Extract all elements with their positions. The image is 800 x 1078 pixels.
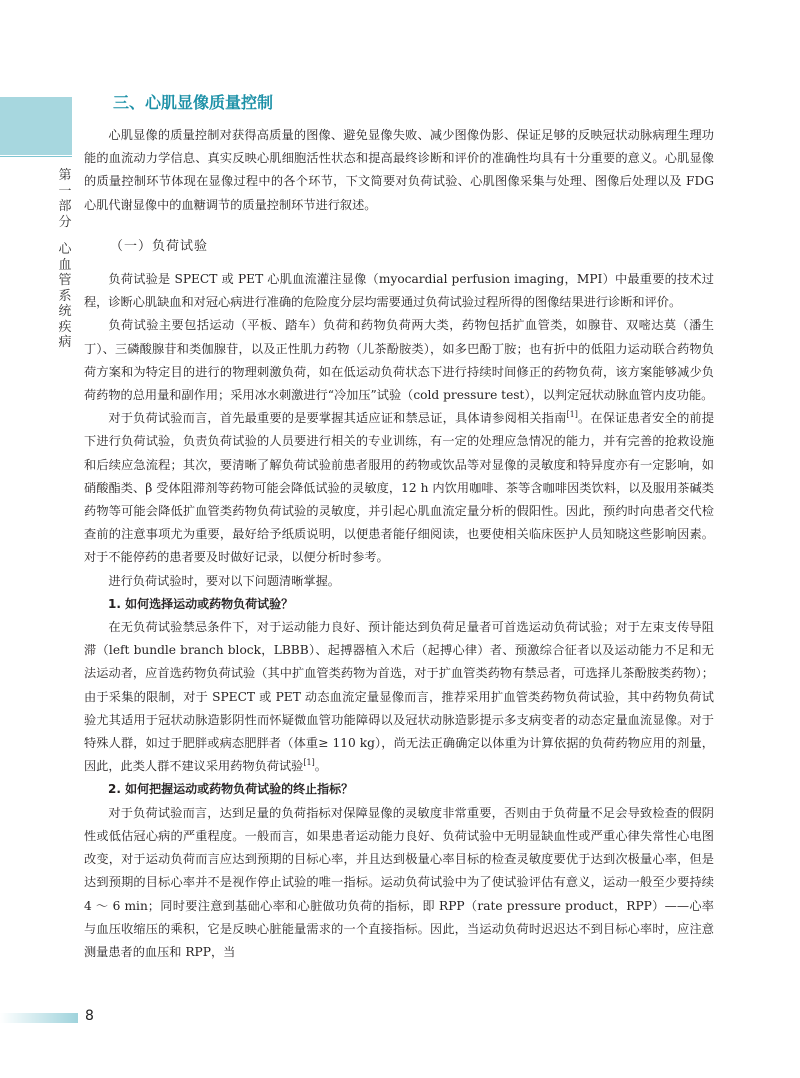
topic-char: 管 bbox=[58, 273, 72, 288]
topic-char: 系 bbox=[58, 288, 72, 304]
paragraph: 心肌显像的质量控制对获得高质量的图像、避免显像失败、减少图像伪影、保证足够的反映冠状动脉病理生理功能的血流动力学信息、真实反映心肌细胞活性状态和提高最终诊断和评价的准确性均具有十分重要的意义。心肌显像的质量控制环节体现在显像过程中的各个环节，下文简要对负荷试验、心肌图像采集与处理、图像后处理以及 FDG 心肌代谢显像中的血糖调节的质量控制环节进行叙述。 bbox=[84, 128, 714, 212]
sidebar-part-label bbox=[56, 168, 74, 351]
topic-char: 血 bbox=[58, 257, 72, 273]
paragraph-text: 。 bbox=[314, 759, 327, 774]
part-char: 第 bbox=[58, 168, 72, 183]
paragraph: 对于负荷试验而言，达到足量的负荷指标对保障显像的灵敏度非常重要，否则由于负荷量不足会导致检查的假阴性或低估冠心病的严重程度。一般而言，如果患者运动能力良好、负荷试验中无明显缺血性或严重心律失常性心电图改变，对于运动负荷而言应达到预期的目标心率，并且达到极量心率目标的检查灵敏度要优于达到次极量心率，但是达到预期的目标心率并不是视作停止试验的唯一指标。运动负荷试验中为了使试验评估有意义，运动一般至少要持续 4 ～ 6 min；同时要注意到基础心率和心脏做功负荷的指标，即 RPP（rate pressure product，RPP）——心率与血压收缩压的乘积，它是反映心脏能量需求的一个直接指标。因此，当运动负荷时迟迟达不到目标心率时，应注意测量患者的血压和 RPP，当 bbox=[84, 805, 714, 959]
sidebar-color-band bbox=[0, 97, 72, 155]
topic-char: 病 bbox=[58, 335, 72, 350]
body-text bbox=[84, 124, 714, 964]
paragraph-text: 对于负荷试验而言，首先最重要的是要掌握其适应证和禁忌证，具体请参阅相关指南 bbox=[108, 411, 567, 426]
paragraph: 负荷试验主要包括运动（平板、踏车）负荷和药物负荷两大类，药物包括扩血管类，如腺苷、双嘧达莫（潘生丁）、三磷酸腺苷和类伽腺苷，以及正性肌力药物（儿茶酚胺类），如多巴酚丁胺；也有折中的低阻力运动联合药物负荷方案和为特定目的进行的物理刺激负荷，如在低运动负荷状态下进行持续时间修正的药物负荷，该方案能够减少负荷药物的总用量和副作用；采用冰水刺激进行“冷加压”试验（cold pressure test），以判定冠状动脉血管内皮功能。 bbox=[84, 318, 714, 403]
question-heading: 2. 如何把握运动或药物负荷试验的终止指标？ bbox=[108, 782, 354, 797]
part-char: 分 bbox=[58, 214, 72, 230]
paragraph bbox=[84, 616, 714, 778]
paragraph-text: 在无负荷试验禁忌条件下，对于运动能力良好、预计能达到负荷足量者可首选运动负荷试验；对于左束支传导阻滞（left bundle branch block，LBBB）、起搏器植入术后（起搏心律）者、预激综合征者以及运动能力不足和无法运动者，应首选药物负荷试验（其中扩血管类药物为首选，对于扩血管类药物有禁忌者，可选择儿茶酚胺类药物）；由于采集的限制，对于 SPECT 或 PET 动态血流定量显像而言，推荐采用扩血管类药物负荷试验，其中药物负荷试验尤其适用于冠状动脉造影阴性而怀疑微血管功能障碍以及冠状动脉造影提示多支病变者的动态定量血流显像。对于特殊人群，如过于肥胖或病态肥胖者（体重≥ 110 kg），尚无法正确确定以体重为计算依据的负荷药物应用的剂量，因此，此类人群不建议采用药物负荷试验 bbox=[84, 620, 714, 774]
paragraph: 进行负荷试验时，要对以下问题清晰掌握。 bbox=[108, 573, 340, 588]
subsection-heading: （一）负荷试验 bbox=[110, 238, 209, 254]
section-title: 三、心肌显像质量控制 bbox=[113, 93, 274, 112]
footer-accent-bar bbox=[0, 1013, 78, 1023]
topic-char: 统 bbox=[58, 304, 72, 319]
paragraph bbox=[84, 407, 714, 569]
part-char: 部 bbox=[58, 199, 72, 214]
citation-ref[interactable]: [1] bbox=[566, 410, 578, 420]
part-char: 一 bbox=[58, 183, 72, 199]
question-heading: 1. 如何选择运动或药物负荷试验？ bbox=[108, 596, 294, 611]
paragraph-text: 。在保证患者安全的前提下进行负荷试验，负责负荷试验的人员要进行相关的专业训练，有一定的处理应急情况的能力，并有完善的抢救设施和后续应急流程；其次，要清晰了解负荷试验前患者服用的药物或饮品等对显像的灵敏度和特异度亦有一定影响，如硝酸酯类、β 受体阻滞剂等药物可能会降低试验的灵敏度，12 h 内饮用咖啡、茶等含咖啡因类饮料，以及服用茶碱类药物等可能会降低扩血管类药物负荷试验的灵敏度，并引起心肌血流定量分析的假阳性。因此，预约时向患者交代检查前的注意事项尤为重要，最好给予纸质说明，以便患者能仔细阅读，也要使相关临床医护人员知晓这些影响因素。对于不能停药的患者要及时做好记录，以便分析时参考。 bbox=[84, 411, 715, 565]
sidebar-divider bbox=[0, 156, 72, 157]
page-number: 8 bbox=[85, 1008, 94, 1024]
citation-ref[interactable]: [1] bbox=[303, 758, 315, 768]
topic-char: 疾 bbox=[58, 319, 72, 335]
paragraph: 负荷试验是 SPECT 或 PET 心肌血流灌注显像（myocardial perfusion imaging，MPI）中最重要的技术过程，诊断心肌缺血和对冠心病进行准确的危险度分层均需要通过负荷试验过程所得的图像结果进行诊断和评价。 bbox=[84, 272, 714, 310]
topic-char: 心 bbox=[58, 242, 72, 257]
